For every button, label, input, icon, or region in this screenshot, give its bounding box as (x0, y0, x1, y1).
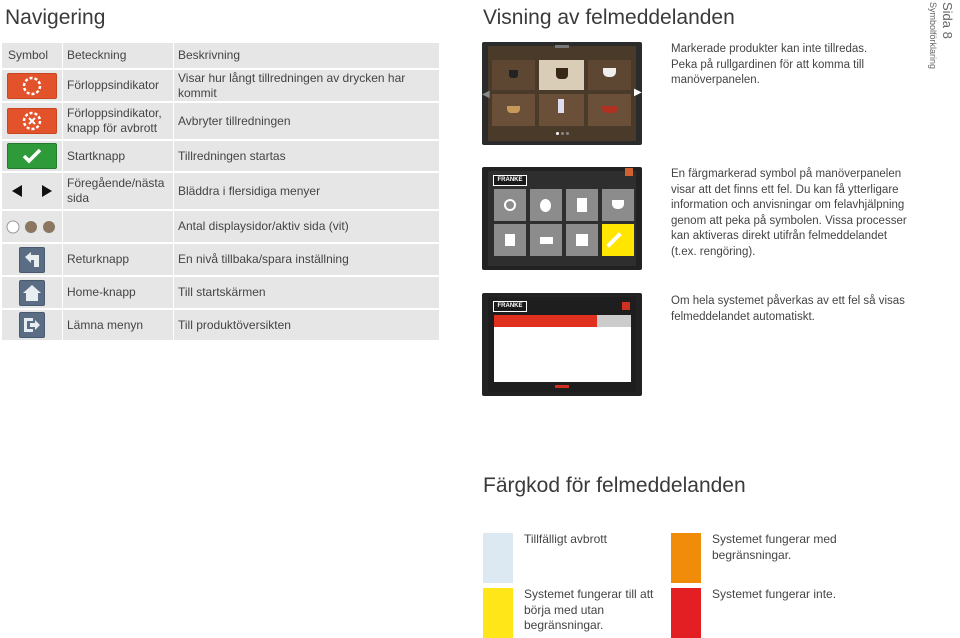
checkmark-icon (7, 143, 57, 169)
table-row (2, 173, 439, 211)
color-swatch (671, 588, 701, 638)
row-name: Home-knapp (67, 285, 136, 299)
color-swatch (671, 533, 701, 583)
row-desc: Antal displaysidor/aktiv sida (vit) (178, 219, 349, 233)
header-symbol: Symbol (8, 48, 49, 62)
page-dots-icon (2, 211, 61, 242)
row-desc: En nivå tillbaka/spara inställning (178, 252, 349, 266)
home-icon (19, 280, 45, 306)
page-number: Sida 8 (940, 2, 955, 39)
header-name: Beteckning (67, 48, 127, 62)
table-row (2, 141, 439, 173)
row-desc: Avbryter tillredningen (178, 113, 291, 128)
exit-icon (19, 312, 45, 338)
color-label: Systemet fungerar med begränsningar. (712, 532, 837, 562)
brand-logo: FRANKE (493, 175, 527, 186)
row-name: Förloppsindikator (67, 78, 160, 92)
return-arrow-icon (19, 247, 45, 273)
color-code-title: Färgkod för felmeddelanden (483, 474, 746, 497)
section-name: Symbolförklaring (928, 2, 938, 70)
prev-next-arrows-icon (2, 173, 61, 209)
table-row (2, 244, 439, 277)
row-desc: Tillredningen startas (178, 148, 286, 163)
table-row (2, 70, 439, 103)
row-name: Lämna menyn (67, 317, 144, 332)
color-swatch (483, 533, 513, 583)
progress-ring-icon (7, 73, 57, 99)
message-text: En färgmarkerad symbol på manöverpanelen visar att det finns ett fel. Du kan få ytterligare information och anvisningar om felavhjälpning genom att peka på symbolen. Vissa processer kan aktiveras direkt utifrån felmeddelandet (t.ex. rengöring). (671, 168, 907, 258)
color-label: Tillfälligt avbrott (524, 532, 607, 546)
messages-title: Visning av felmeddelanden (483, 6, 735, 29)
table-row (2, 277, 439, 310)
row-name: Returknapp (67, 252, 130, 266)
color-label: Systemet fungerar inte. (712, 587, 837, 601)
message-text: Om hela systemet påverkas av ett fel så visas felmeddelandet automatiskt. (671, 295, 905, 323)
color-label: Systemet fungerar till att börja med utan begränsningar. (524, 587, 654, 632)
row-name: Förloppsindikator, knapp för avbrott (67, 106, 162, 135)
row-desc: Bläddra i flersidiga menyer (178, 183, 321, 198)
row-desc: Till produktöversikten (178, 317, 291, 332)
progress-cancel-icon (7, 108, 57, 134)
error-panel-screenshot (482, 293, 642, 396)
table-row (2, 211, 439, 244)
brand-logo: FRANKE (493, 301, 527, 312)
row-name: Föregående/nästa sida (67, 176, 165, 205)
product-panel-screenshot: ◀ ▶ (482, 42, 642, 145)
row-name (67, 211, 171, 242)
service-panel-screenshot (482, 167, 642, 270)
color-swatch (483, 588, 513, 638)
message-text: Markerade produkter kan inte tillredas. Peka på rullgardinen för att komma till manöverpanelen. (671, 43, 868, 86)
row-name: Startknapp (67, 148, 126, 163)
row-desc: Till startskärmen (178, 285, 266, 299)
nav-title: Navigering (5, 6, 106, 29)
table-row (2, 103, 439, 141)
header-desc: Beskrivning (178, 48, 241, 62)
table-row (2, 310, 439, 342)
table-header (2, 43, 439, 70)
row-desc: Visar hur långt tillredningen av drycken har kommit (178, 70, 406, 100)
